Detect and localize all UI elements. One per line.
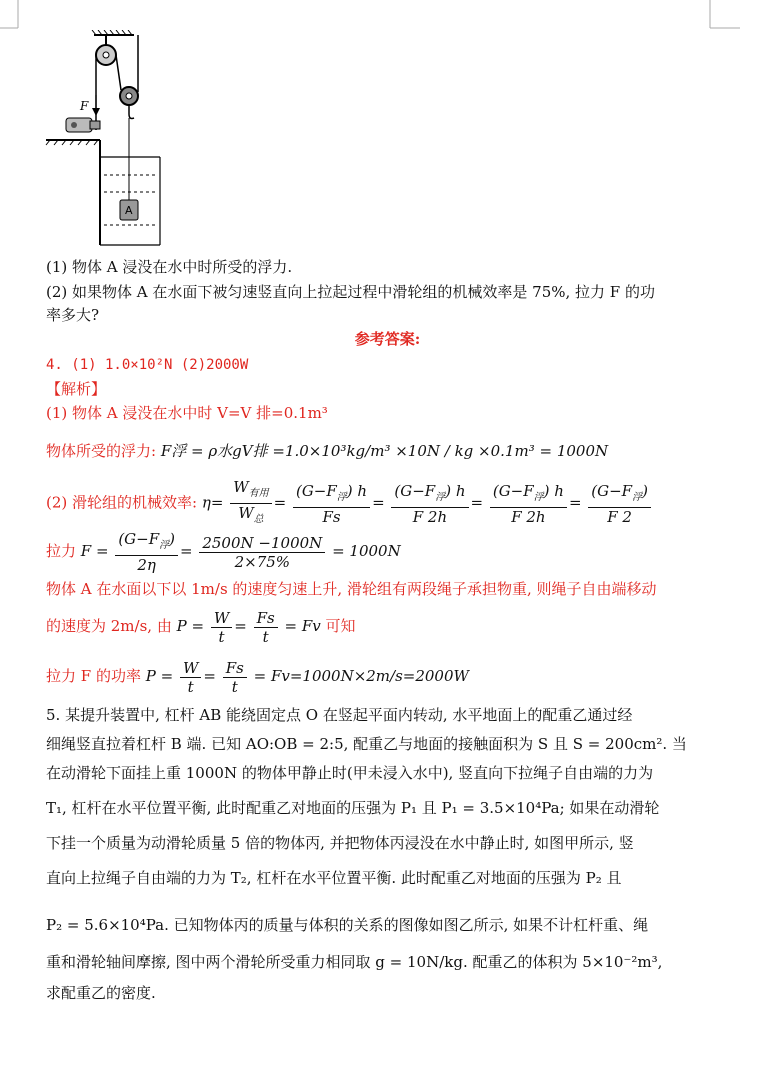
problem-5-line-5: 下挂一个质量为动滑轮质量 5 倍的物体丙, 并把物体丙浸没在水中静止时, 如图甲所示, 竖: [46, 834, 634, 852]
speed-text: 的速度为 2m/s, 由: [46, 617, 172, 635]
buoyancy-label: 物体所受的浮力:: [46, 442, 157, 460]
answer-4-line-1: (1) 物体 A 浸没在水中时 V=V 排=0.1m³: [46, 404, 328, 422]
problem-5-line-2: 细绳竖直拉着杠杆 B 端. 已知 AO:OB = 2:5, 配重乙与地面的接触面积为 S 且 S = 200cm². 当: [46, 735, 687, 753]
question-4-part-2-line-2: 率多大?: [46, 306, 100, 324]
question-4-part-2-line-1: (2) 如果物体 A 在水面下被匀速竖直向上拉起过程中滑轮组的机械效率是 75%, 拉力 F 的功: [46, 283, 655, 301]
force-label: F: [80, 99, 89, 113]
pull-force-result: = 1000N: [332, 542, 401, 560]
pull-force-label: 拉力: [46, 542, 77, 560]
speed-suffix: 可知: [325, 617, 356, 635]
problem-5-line-9: 求配重乙的密度.: [46, 984, 156, 1002]
problem-5-line-3: 在动滑轮下面挂上重 1000N 的物体甲静止时(甲未浸入水中), 竖直向下拉绳子自由端的力为: [46, 764, 654, 782]
problem-5-line-6: 直向上拉绳子自由端的力为 T₂, 杠杆在水平位置平衡. 此时配重乙对地面的压强为 P₂ 且: [46, 869, 622, 887]
problem-5-line-1: 5. 某提升装置中, 杠杆 AB 能绕固定点 O 在竖起平面内转动, 水平地面上的配重乙通过经: [46, 706, 633, 724]
efficiency-label: (2) 滑轮组的机械效率:: [46, 493, 198, 512]
power-result: = Fv=1000N×2m/s=2000W: [253, 667, 469, 685]
answer-4-line-4: 拉力 F = $\frac{(G-F_浮)}{2\eta}$ = $\frac{2500N -1000N}{2\times 75\%}$ = 1000N: [46, 530, 401, 574]
question-4-part-1: (1) 物体 A 浸没在水中时所受的浮力.: [46, 258, 293, 276]
problem-5-line-8: 重和滑轮轴间摩擦, 图中两个滑轮所受重力相同取 g = 10N/kg. 配重乙的体积为 5×10⁻²m³,: [46, 953, 663, 971]
answer-4-line-3: (2) 滑轮组的机械效率: η= $\frac{W_{有用}}{W_总}$ = $\frac{(G-F_浮) h}{Fs}$ = $\frac{(G-F_浮) h}{F 2h}$ = $\frac{(G-F_浮) h}{F 2h}$ = $\frac{(G-F_浮)}{F 2}$: [46, 478, 715, 529]
answer-4-line-7: 拉力 F 的功率 P = $\frac{W}{t}$ = $\frac{Fs}{t}$ = Fv=1000N×2m/s=2000W: [46, 658, 469, 696]
problem-5-line-7: P₂ = 5.6×10⁴Pa. 已知物体丙的质量与体积的关系的图像如图乙所示, 如果不计杠杆重、绳: [46, 916, 649, 934]
power-label: 拉力 F 的功率: [46, 667, 141, 685]
answer-4-line-5: 物体 A 在水面以下以 1m/s 的速度匀速上升, 滑轮组有两段绳子承担物重, 则绳子自由端移动: [46, 580, 657, 598]
buoyancy-formula: F浮 = ρ水gV排 =1.0×10³kg/m³ ×10N / kg ×0.1m³ = 1000N: [160, 442, 609, 460]
answer-4-line-6: 的速度为 2m/s, 由 P = $\frac{W}{t}$ = $\frac{Fs}{t}$ = Fv 可知: [46, 608, 356, 646]
mass-a-label: A: [125, 204, 133, 217]
analysis-label: 【解析】: [46, 380, 107, 398]
pulley-system-figure: [44, 30, 174, 248]
answer-header: 参考答案:: [354, 330, 421, 348]
problem-5-line-4: T₁, 杠杆在水平位置平衡, 此时配重乙对地面的压强为 P₁ 且 P₁ = 3.5×10⁴Pa; 如果在动滑轮: [46, 799, 660, 817]
answer-4-line-2: [46, 440, 715, 462]
answer-4-result: 4. (1) 1.0×10²N (2)2000W: [46, 357, 249, 373]
